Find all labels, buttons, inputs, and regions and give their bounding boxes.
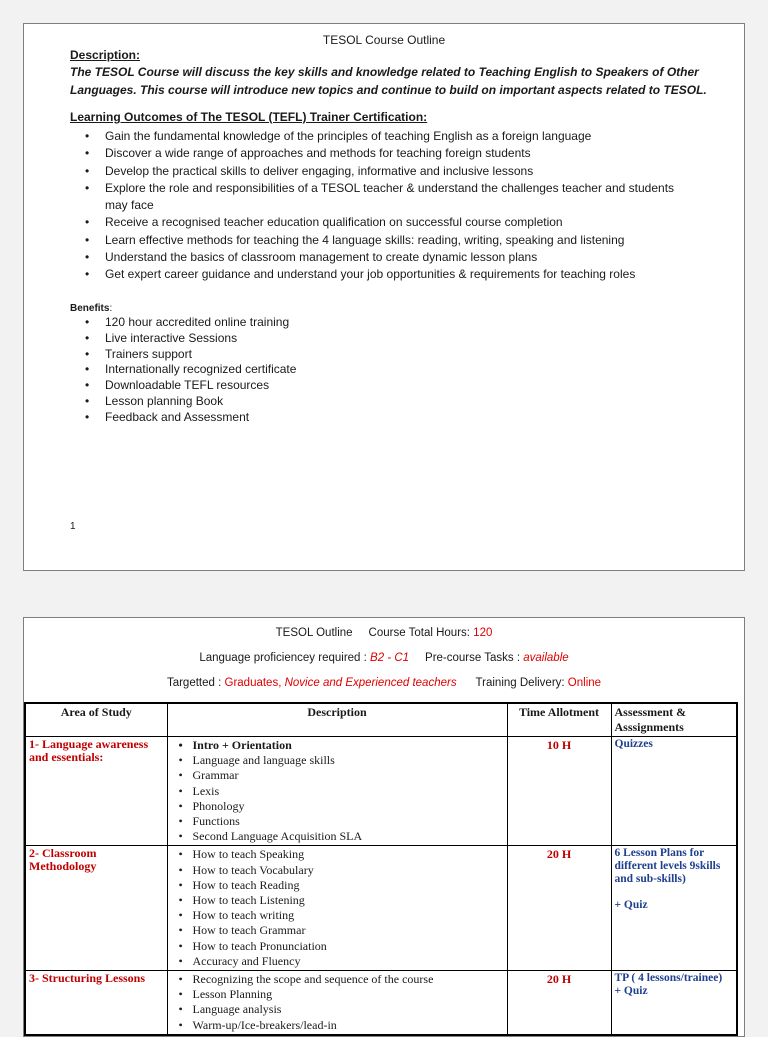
outcome-item: • Receive a recognised teacher education qualification on successful course completion [70,214,690,231]
learning-outcomes-heading: Learning Outcomes of The TESOL (TEFL) Trainer Certification: [70,110,428,124]
targetted-label: Targetted : [166,677,222,689]
assessment-cell [611,971,737,1035]
area-cell: 2- Classroom Methodology [25,846,167,971]
header-assessment: Assessment & Asssignments [611,703,737,737]
target-line [24,677,744,689]
list-item: • Intro + Orientation [171,738,504,753]
table-row [25,846,737,971]
list-item: • Lesson Planning [171,987,504,1002]
area-cell: 3- Structuring Lessons [25,971,167,1035]
assessment-cell [611,737,737,846]
description-cell [167,971,507,1035]
targetted-value-teachers: Novice and Experienced teachers [284,677,457,689]
outcome-item: • Understand the basics of classroom management to create dynamic lesson plans [70,249,690,266]
targetted-value-graduates: Graduates, [224,677,282,689]
benefit-item: • Feedback and Assessment [70,410,470,426]
benefit-item: • 120 hour accredited online training [70,315,470,331]
outline-table-wrapper [24,702,736,1036]
time-cell: 10 H [507,737,611,846]
benefits-heading-colon: : [109,303,113,314]
list-item: • How to teach Vocabulary [171,863,504,878]
delivery-value: Online [567,677,602,689]
list-item: • Language and language skills [171,753,504,768]
list-item: • Accuracy and Fluency [171,954,504,969]
proficiency-value: B2 - C1 [370,652,410,664]
assessment-cell [611,846,737,971]
document-page-1 [23,23,745,571]
benefits-heading-text: Benefits [70,303,110,314]
learning-outcomes-list [70,128,690,284]
outcome-item: • Develop the practical skills to deliver engaging, informative and inclusive lessons [70,163,690,180]
list-item: • How to teach writing [171,908,504,923]
table-row [25,737,737,846]
benefits-list [70,315,470,426]
header-description: Description [167,703,507,737]
proficiency-line [24,652,744,664]
list-item: • Grammar [171,768,504,783]
assessment-quiz: + Quiz [614,899,648,912]
outline-label: TESOL Outline [275,627,353,639]
total-hours-value: 120 [473,627,493,639]
table-header-row [25,703,737,737]
list-item: • How to teach Speaking [171,847,504,862]
description-cell [167,737,507,846]
list-item: • How to teach Reading [171,878,504,893]
document-page-2 [23,617,745,1037]
list-item: • Functions [171,814,504,829]
list-item: • How to teach Grammar [171,923,504,938]
list-item: • Phonology [171,799,504,814]
assessment-text: 6 Lesson Plans for different levels 9skills and sub-skills) [614,847,721,886]
page-number: 1 [70,521,76,532]
time-cell: 20 H [507,846,611,971]
assessment-text: Quizzes [614,738,653,750]
benefit-item: • Trainers support [70,347,470,363]
list-item: • How to teach Listening [171,893,504,908]
list-item: • Lexis [171,784,504,799]
proficiency-label: Language proficiencey required : [199,652,367,664]
total-hours-label: Course Total Hours: [368,627,470,639]
delivery-label: Training Delivery: [475,677,565,689]
table-row [25,971,737,1035]
list-item: • Recognizing the scope and sequence of the course [171,972,504,987]
header-area: Area of Study [25,703,167,737]
benefit-item: • Internationally recognized certificate [70,362,470,378]
assessment-text: TP ( 4 lessons/trainee) [614,972,723,985]
list-item: • Language analysis [171,1002,504,1017]
list-item: • Second Language Acquisition SLA [171,829,504,844]
precourse-label: Pre-course Tasks : [425,652,521,664]
outcome-item: • Learn effective methods for teaching the 4 language skills: reading, writing, speaking and listening [70,232,690,249]
outline-table [24,702,738,1036]
header-time: Time Allotment [507,703,611,737]
page-title: TESOL Course Outline [322,33,446,47]
outcome-item: • Explore the role and responsibilities of a TESOL teacher & understand the challenges teacher and students may face [70,180,690,215]
benefit-item: • Live interactive Sessions [70,331,470,347]
description-text: The TESOL Course will discuss the key skills and knowledge related to Teaching English to Speakers of Other Languages. This course will introduce new topics and continue to build on important aspects related to TESOL. [70,65,707,97]
precourse-value: available [523,652,569,664]
outline-header-line [24,627,744,639]
list-item: • How to teach Pronunciation [171,939,504,954]
benefits-heading [70,303,112,314]
benefit-item: • Downloadable TEFL resources [70,378,470,394]
benefit-item: • Lesson planning Book [70,394,470,410]
outcome-item: • Discover a wide range of approaches and methods for teaching foreign students [70,145,690,162]
description-cell [167,846,507,971]
description-heading: Description: [70,48,141,62]
outcome-item: • Gain the fundamental knowledge of the principles of teaching English as a foreign language [70,128,690,145]
list-item: • Warm-up/Ice-breakers/lead-in [171,1018,504,1033]
time-cell: 20 H [507,971,611,1035]
outcome-item: • Get expert career guidance and understand your job opportunities & requirements for teaching roles [70,266,690,283]
area-cell: 1- Language awareness and essentials: [25,737,167,846]
assessment-quiz: + Quiz [614,985,648,998]
